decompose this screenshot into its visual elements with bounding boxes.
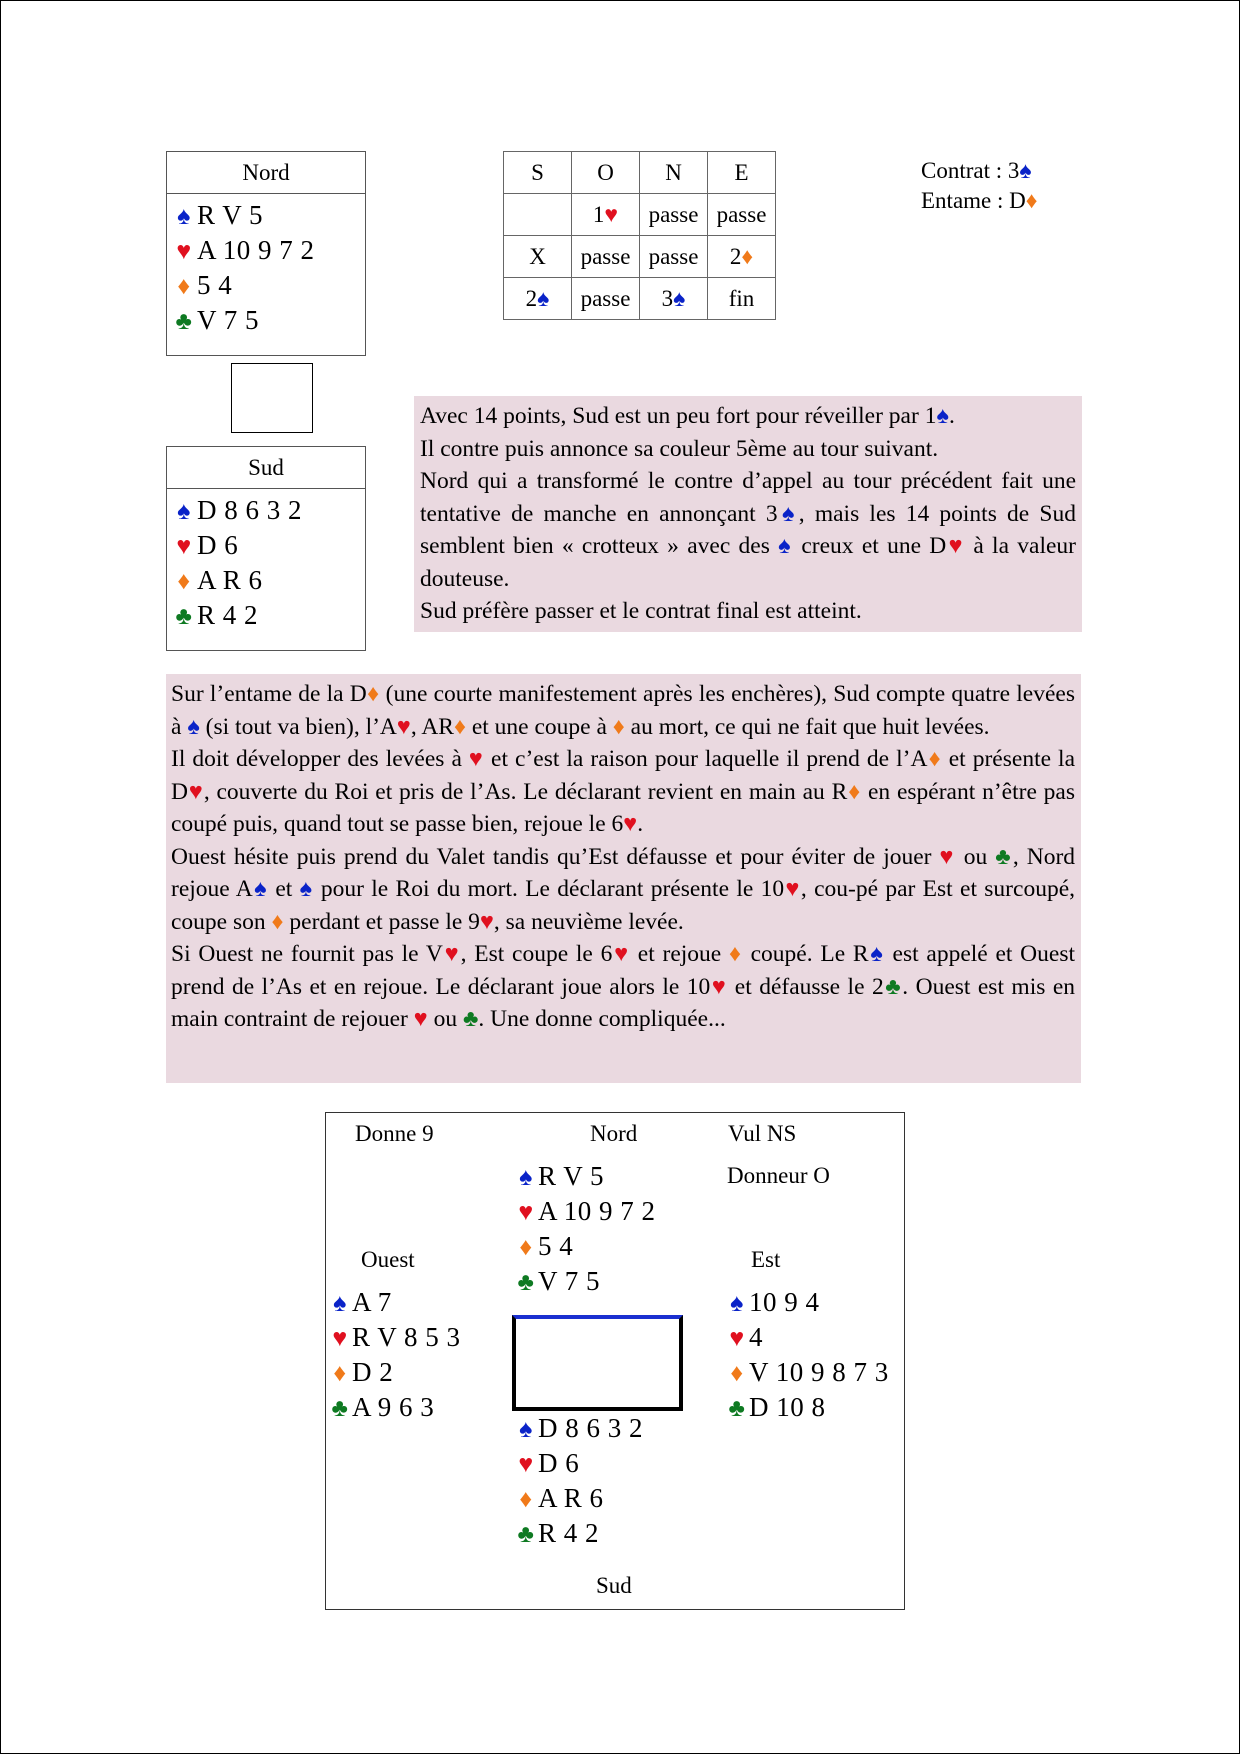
comment-paragraph: Il contre puis annonce sa couleur 5ème au tour suivant. <box>420 435 939 462</box>
auction-header-south: S <box>504 152 572 194</box>
auction-row <box>504 236 776 278</box>
club-icon: ♣ <box>883 973 903 1000</box>
heart-icon: ♥ <box>946 533 966 559</box>
spade-icon: ♠ <box>1019 158 1032 183</box>
deal-west-hand: ♠ A 7 ♥ R V 8 5 3 ♦ D 2 ♣ A 9 6 3 <box>328 1285 461 1425</box>
spade-icon: ♠ <box>936 403 949 429</box>
diamond-icon: ♦ <box>728 941 743 967</box>
diamond-icon: ♦ <box>177 568 191 595</box>
comment-paragraph: Nord qui a transformé le contre d’appel au tour précédent fait une tentative de manche en annonçant 3♠, mais les 14 points de Sud semblent bien « crotteux » avec des ♠ creux et une D♥ à la valeur douteuse. <box>420 468 1077 592</box>
board-number: Donne 9 <box>355 1121 434 1146</box>
club-icon: ♣ <box>462 1006 479 1032</box>
north-spades: ♠ R V 5 <box>171 198 365 233</box>
heart-icon: ♥ <box>612 941 631 967</box>
heart-icon: ♥ <box>332 1325 348 1352</box>
heart-icon: ♥ <box>176 533 192 560</box>
spade-icon: ♠ <box>519 1416 533 1443</box>
club-icon: ♣ <box>175 603 193 630</box>
play-comment <box>166 674 1081 1083</box>
north-hand-box <box>166 151 366 356</box>
auction-header-west: O <box>572 152 640 194</box>
heart-icon: ♥ <box>939 843 956 870</box>
auction-cell: 2♦ <box>708 236 776 278</box>
auction-cell: passe <box>640 194 708 236</box>
south-hearts: ♥ D 6 <box>171 528 365 563</box>
lead-line: Entame : D♦ <box>921 188 1038 213</box>
auction-cell: passe <box>708 194 776 236</box>
heart-icon: ♥ <box>729 1325 745 1352</box>
deal-north-hand: ♠ R V 5 ♥ A 10 9 7 2 ♦ 5 4 ♣ V 7 5 <box>514 1159 656 1299</box>
auction-cell <box>504 194 572 236</box>
comment-paragraph: Sud préfère passer et le contrat final est atteint. <box>420 598 862 624</box>
deal-diagram <box>325 1112 905 1610</box>
auction-header-east: E <box>708 152 776 194</box>
diamond-icon: ♦ <box>741 243 754 269</box>
spade-icon: ♠ <box>778 533 794 559</box>
auction-table <box>503 151 776 320</box>
spade-icon: ♠ <box>252 876 269 902</box>
comment-paragraph: Sur l’entame de la D♦ (une courte manifestement après les enchères), Sud compte quatre levées à ♠ (si tout va bien), l’A♥, AR♦ et une coupe à ♦ au mort, ce qui ne fait que huit levées. <box>171 681 1075 740</box>
south-hand-title: Sud <box>167 447 365 489</box>
deal-south-hand: ♠ D 8 6 3 2 ♥ D 6 ♦ A R 6 ♣ R 4 2 <box>514 1411 643 1551</box>
auction-cell: 3♠ <box>640 278 708 320</box>
north-clubs: ♣ V 7 5 <box>171 303 365 338</box>
club-icon: ♣ <box>728 1395 746 1422</box>
auction-cell: 2♠ <box>504 278 572 320</box>
north-hand-title: Nord <box>167 152 365 194</box>
auction-header-row <box>504 152 776 194</box>
deal-north-label: Nord <box>590 1121 638 1146</box>
comment-paragraph: Avec 14 points, Sud est un peu fort pour réveiller par 1♠. <box>420 403 955 429</box>
dealer: Donneur O <box>727 1163 830 1188</box>
auction-row <box>504 278 776 320</box>
auction-cell: 1♥ <box>572 194 640 236</box>
deal-south-label: Sud <box>596 1573 632 1598</box>
heart-icon: ♥ <box>623 811 638 837</box>
spade-icon: ♠ <box>177 498 191 525</box>
diamond-icon: ♦ <box>927 746 942 772</box>
south-hand-box <box>166 446 366 651</box>
diamond-icon: ♦ <box>519 1486 533 1513</box>
heart-icon: ♥ <box>413 1006 428 1032</box>
vulnerability: Vul NS <box>728 1121 797 1146</box>
diamond-icon: ♦ <box>271 908 284 935</box>
comment-paragraph: Il doit développer des levées à ♥ et c’est la raison pour laquelle il prend de l’A♦ et présente la D♥, couverte du Roi et pris de l’As. Le déclarant revient en main au R♦ en espérant n’être pas coupé puis, quand tout se passe bien, rejoue le 6♥. <box>171 746 1076 837</box>
heart-icon: ♥ <box>479 908 494 935</box>
club-icon: ♣ <box>995 843 1013 870</box>
spade-icon: ♠ <box>333 1290 347 1317</box>
spade-icon: ♠ <box>868 941 885 967</box>
comment-paragraph: Ouest hésite puis prend du Valet tandis qu’Est défausse et pour éviter de jouer ♥ ou ♣, Nord rejoue A♠ et ♠ pour le Roi du mort. Le déclarant présente le 10♥, cou-pé par Est et surcoupé, coupe son ♦ perdant et passe le 9♥, sa neuvième levée. <box>171 843 1076 935</box>
heart-icon: ♥ <box>518 1451 534 1478</box>
auction-cell: passe <box>572 278 640 320</box>
auction-cell: passe <box>572 236 640 278</box>
south-spades: ♠ D 8 6 3 2 <box>171 493 365 528</box>
auction-cell: fin <box>708 278 776 320</box>
deal-east-label: Est <box>751 1247 781 1272</box>
diamond-icon: ♦ <box>333 1360 347 1387</box>
spade-icon: ♠ <box>299 876 314 902</box>
contract-info <box>921 156 1038 216</box>
deal-east-hand: ♠ 10 9 4 ♥ 4 ♦ V 10 9 8 7 3 ♣ D 10 8 <box>725 1285 889 1425</box>
club-icon: ♣ <box>175 308 193 335</box>
deal-table-square <box>512 1315 683 1411</box>
diamond-icon: ♦ <box>847 778 862 805</box>
heart-icon: ♥ <box>518 1199 534 1226</box>
spade-icon: ♠ <box>177 203 191 230</box>
diamond-icon: ♦ <box>177 273 191 300</box>
diamond-icon: ♦ <box>1025 188 1038 213</box>
spade-icon: ♠ <box>537 285 550 311</box>
diamond-icon: ♦ <box>519 1234 533 1261</box>
auction-row <box>504 194 776 236</box>
comment-paragraph: Si Ouest ne fournit pas le V♥, Est coupe le 6♥ et rejoue ♦ coupé. Le R♠ est appelé et Ouest prend de l’As et en rejoue. Le déclarant joue alors le 10♥ et défausse le 2♣. Ouest est mis en main contraint de rejouer ♥ ou ♣. Une donne compliquée... <box>171 941 1076 1032</box>
heart-icon: ♥ <box>468 746 485 772</box>
table-square <box>231 363 313 433</box>
heart-icon: ♥ <box>604 201 619 227</box>
heart-icon: ♥ <box>784 876 801 902</box>
auction-cell: passe <box>640 236 708 278</box>
diamond-icon: ♦ <box>730 1360 744 1387</box>
auction-header-north: N <box>640 152 708 194</box>
deal-west-label: Ouest <box>361 1247 415 1272</box>
diamond-icon: ♦ <box>366 681 380 707</box>
heart-icon: ♥ <box>396 713 411 740</box>
heart-icon: ♥ <box>710 973 728 1000</box>
contract-line: Contrat : 3♠ <box>921 158 1032 183</box>
spade-icon: ♠ <box>730 1290 744 1317</box>
spade-icon: ♠ <box>673 285 686 311</box>
diamond-icon: ♦ <box>612 713 625 740</box>
spade-icon: ♠ <box>187 713 200 740</box>
spade-icon: ♠ <box>777 500 799 527</box>
spade-icon: ♠ <box>519 1164 533 1191</box>
diamond-icon: ♦ <box>453 713 466 740</box>
club-icon: ♣ <box>331 1395 349 1422</box>
heart-icon: ♥ <box>442 941 461 967</box>
south-diamonds: ♦ A R 6 <box>171 563 365 598</box>
south-clubs: ♣ R 4 2 <box>171 598 365 633</box>
heart-icon: ♥ <box>187 778 204 805</box>
club-icon: ♣ <box>517 1269 535 1296</box>
bidding-comment <box>414 396 1082 632</box>
heart-icon: ♥ <box>176 238 192 265</box>
auction-cell: X <box>504 236 572 278</box>
north-diamonds: ♦ 5 4 <box>171 268 365 303</box>
club-icon: ♣ <box>517 1521 535 1548</box>
north-hearts: ♥ A 10 9 7 2 <box>171 233 365 268</box>
